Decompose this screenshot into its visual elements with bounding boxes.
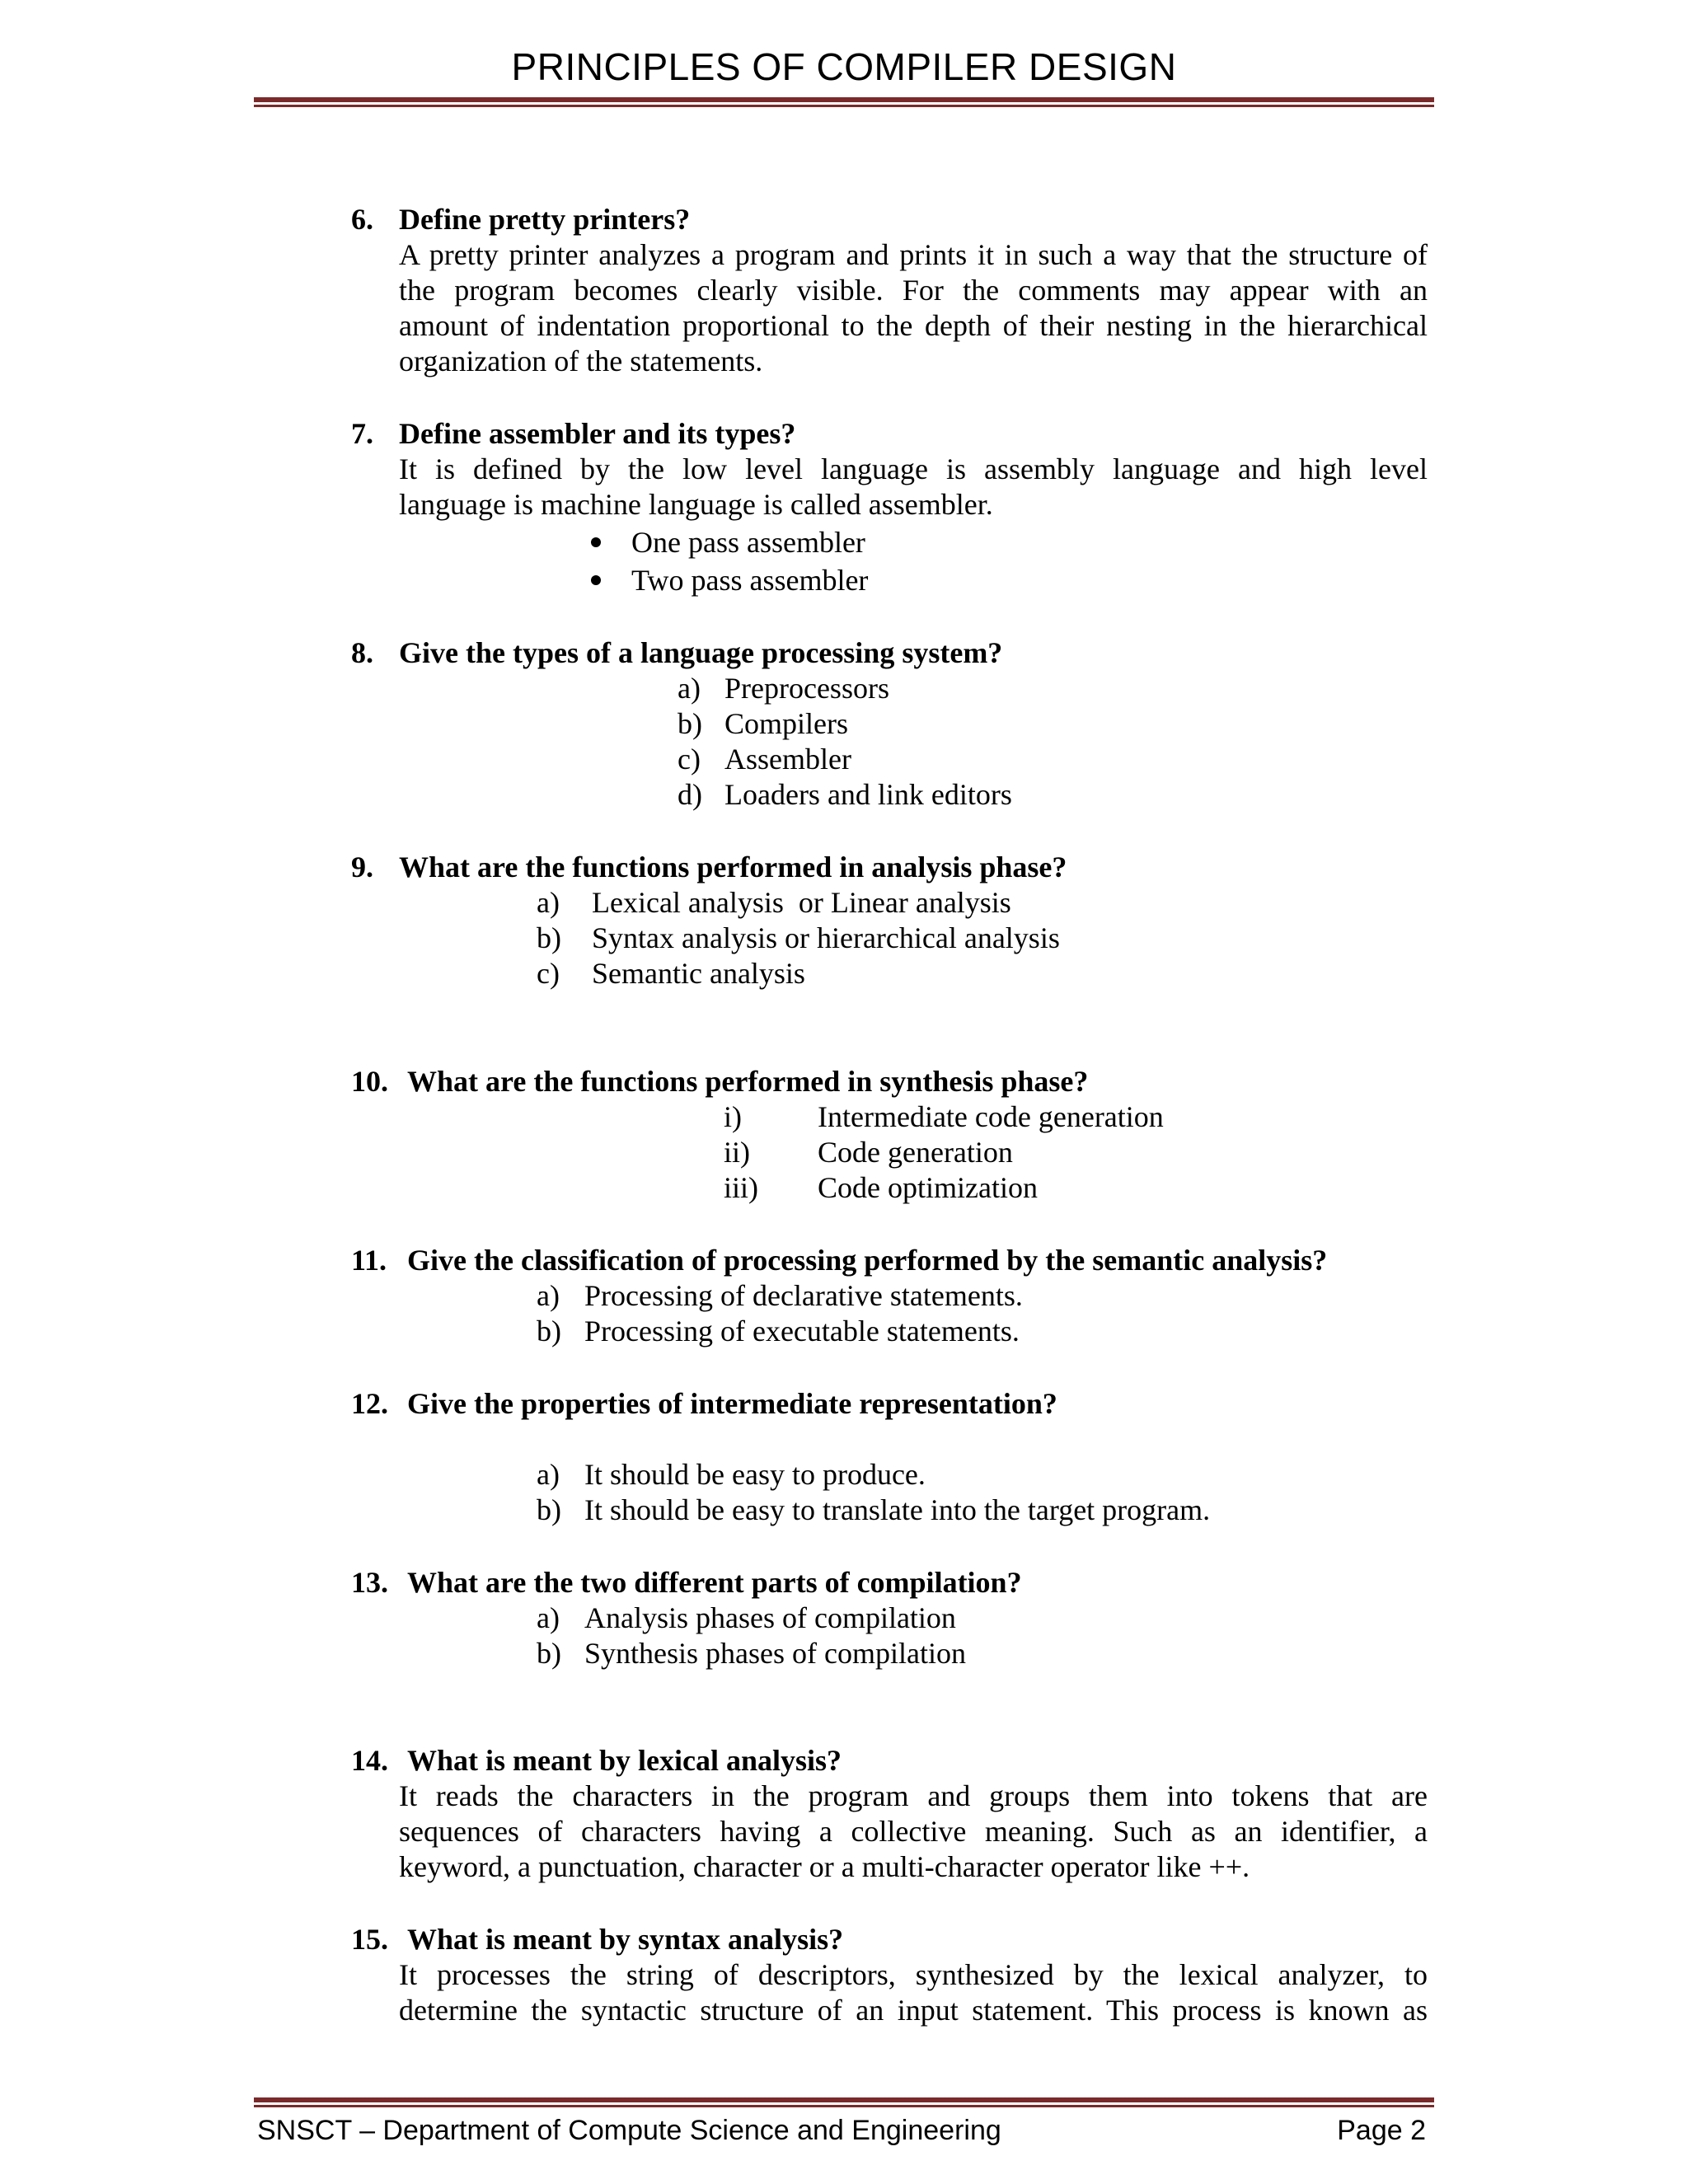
question-title: Give the classification of processing performed by the semantic analysis?	[407, 1244, 1328, 1277]
question-number: 8.	[351, 636, 373, 669]
list-item: Compilers	[724, 707, 848, 740]
question-number: 10.	[351, 1065, 388, 1098]
answer-line: keyword, a punctuation, character or a multi-character operator like ++.	[399, 1850, 1250, 1883]
question-15-answer	[399, 1957, 1428, 2028]
footer-department: SNSCT – Department of Compute Science and Engineering	[257, 2115, 1001, 2146]
question-14-heading	[351, 1743, 842, 1779]
list-item: Processing of executable statements.	[584, 1315, 1020, 1347]
question-11-heading	[351, 1243, 1327, 1278]
answer-line: determine the syntactic structure of an input statement. This process is known as	[399, 1994, 1428, 2027]
list-item: Semantic analysis	[592, 957, 805, 990]
list-marker: b)	[537, 1637, 561, 1670]
list-item: It should be easy to translate into the target program.	[584, 1493, 1211, 1526]
list-marker: b)	[537, 1493, 561, 1526]
question-7-heading	[351, 416, 795, 452]
list-marker: a)	[537, 1279, 560, 1312]
question-title: Give the properties of intermediate representation?	[407, 1387, 1057, 1420]
question-title: What are the functions performed in synthesis phase?	[407, 1065, 1089, 1098]
footer-rule-thick	[254, 2097, 1434, 2102]
list-marker: b)	[537, 1315, 561, 1347]
list-marker: a)	[537, 886, 560, 919]
list-item: Code optimization	[818, 1171, 1038, 1204]
list-marker: i)	[724, 1100, 742, 1133]
question-title: What is meant by lexical analysis?	[407, 1744, 842, 1777]
list-item: Syntax analysis or hierarchical analysis	[592, 921, 1060, 954]
question-6-answer	[399, 237, 1428, 379]
answer-line: It reads the characters in the program and groups them into tokens that are	[399, 1779, 1428, 1812]
list-marker: c)	[678, 743, 701, 776]
list-marker: a)	[537, 1458, 560, 1491]
question-title: What is meant by syntax analysis?	[407, 1923, 844, 1956]
page-title: PRINCIPLES OF COMPILER DESIGN	[511, 45, 1177, 88]
list-item: Lexical analysis or Linear analysis	[592, 886, 1011, 919]
list-item: Analysis phases of compilation	[584, 1601, 956, 1634]
question-number: 11.	[351, 1244, 387, 1277]
question-15-heading	[351, 1922, 843, 1957]
question-13-heading	[351, 1565, 1022, 1601]
list-item: Assembler	[724, 743, 851, 776]
question-12-heading	[351, 1386, 1057, 1422]
list-item: Processing of declarative statements.	[584, 1279, 1023, 1312]
question-number: 9.	[351, 851, 373, 883]
question-9-heading	[351, 850, 1067, 885]
answer-line: language is machine language is called assembler.	[399, 488, 993, 521]
question-number: 12.	[351, 1387, 388, 1420]
bullet-icon	[591, 537, 601, 547]
answer-line: the program becomes clearly visible. For the comments may appear with an	[399, 274, 1428, 307]
list-item: Synthesis phases of compilation	[584, 1637, 966, 1670]
question-8-heading	[351, 635, 1002, 671]
answer-line: A pretty printer analyzes a program and prints it in such a way that the structure of	[399, 238, 1428, 271]
question-title: What are the two different parts of compilation?	[407, 1566, 1022, 1599]
question-title: Define assembler and its types?	[399, 417, 796, 450]
answer-line: sequences of characters having a collective meaning. Such as an identifier, a	[399, 1815, 1428, 1848]
question-7-answer	[399, 452, 1428, 523]
footer-page-number: Page 2	[1337, 2115, 1426, 2146]
question-title: What are the functions performed in analysis phase?	[399, 851, 1067, 883]
list-item: Two pass assembler	[631, 564, 869, 597]
question-title: Define pretty printers?	[399, 203, 691, 236]
question-14-answer	[399, 1779, 1428, 1885]
list-item: It should be easy to produce.	[584, 1458, 926, 1491]
bullet-icon	[591, 575, 601, 585]
question-number: 15.	[351, 1923, 388, 1956]
question-number: 6.	[351, 203, 373, 236]
header-rule-thin	[254, 105, 1434, 107]
list-marker: b)	[678, 707, 702, 740]
answer-line: amount of indentation proportional to the depth of their nesting in the hierarchical	[399, 309, 1428, 342]
list-item: Code generation	[818, 1136, 1013, 1169]
question-number: 14.	[351, 1744, 388, 1777]
list-marker: iii)	[724, 1171, 758, 1204]
question-title: Give the types of a language processing system?	[399, 636, 1003, 669]
list-marker: a)	[678, 672, 701, 705]
header-rule-thick	[254, 97, 1434, 102]
list-marker: ii)	[724, 1136, 750, 1169]
list-marker: c)	[537, 957, 560, 990]
list-item: One pass assembler	[631, 526, 865, 559]
list-marker: b)	[537, 921, 561, 954]
list-item: Loaders and link editors	[724, 778, 1012, 811]
footer-rule-thin	[254, 2105, 1434, 2107]
list-item: Intermediate code generation	[818, 1100, 1164, 1133]
list-marker: d)	[678, 778, 702, 811]
answer-line: It processes the string of descriptors, synthesized by the lexical analyzer, to	[399, 1958, 1428, 1991]
answer-line: It is defined by the low level language is assembly language and high level	[399, 452, 1428, 485]
answer-line: organization of the statements.	[399, 344, 763, 377]
question-number: 13.	[351, 1566, 388, 1599]
list-item: Preprocessors	[724, 672, 889, 705]
list-marker: a)	[537, 1601, 560, 1634]
question-10-heading	[351, 1064, 1088, 1099]
question-number: 7.	[351, 417, 373, 450]
question-6-heading	[351, 202, 690, 237]
